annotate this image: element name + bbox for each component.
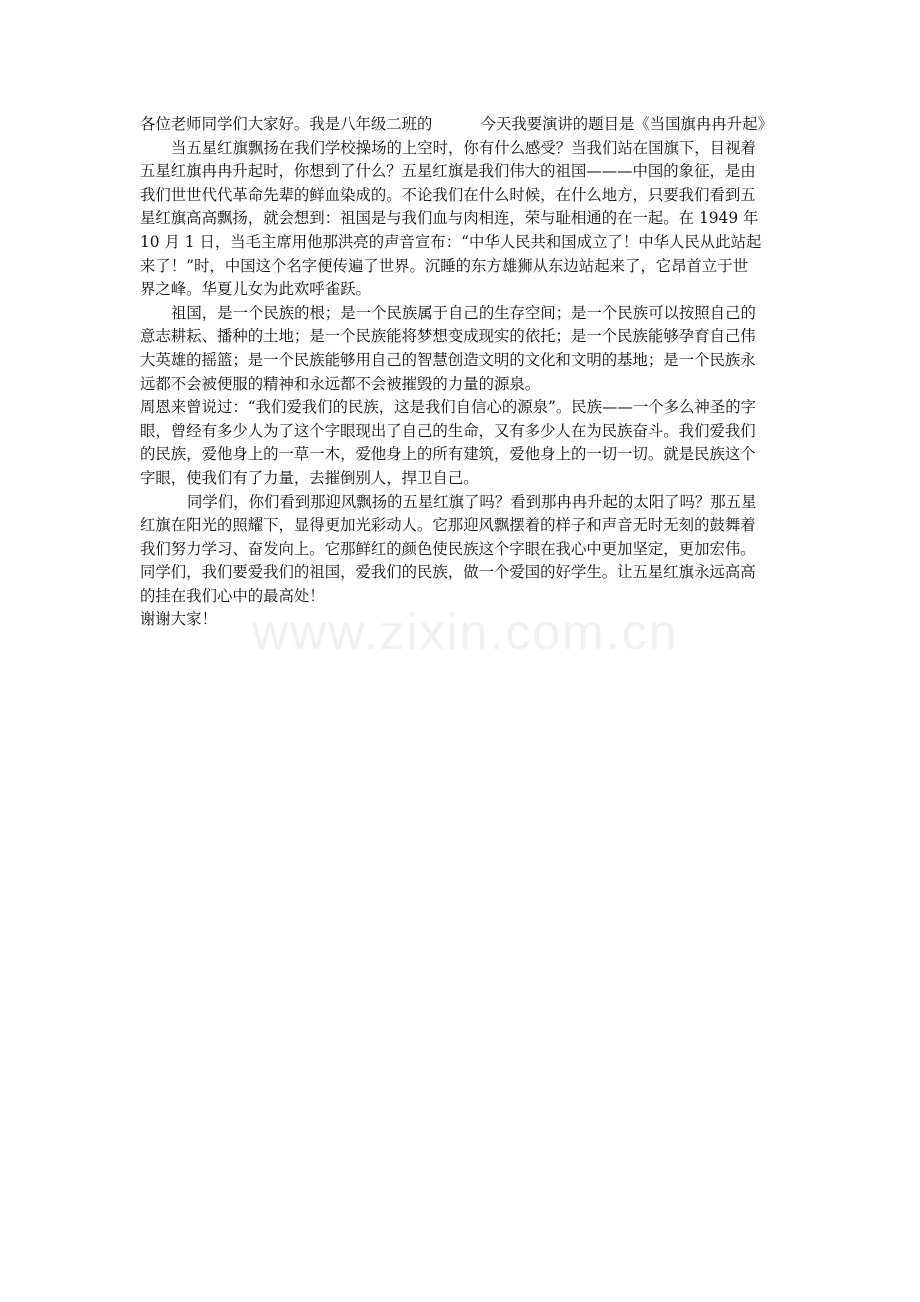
text-line: 我们世世代代革命先辈的鲜血染成的。不论我们在什么时候，在什么地方，只要我们看到五 bbox=[140, 185, 756, 204]
text-line: 界之峰。华夏儿女为此欢呼雀跃。 bbox=[140, 280, 371, 299]
text-line: 周恩来曾说过：“我们爱我们的民族，这是我们自信心的源泉”。民族——一个多么神圣的字 bbox=[140, 398, 756, 417]
text-line: 同学们，你们看到那迎风飘扬的五星红旗了吗？看到那冉冉升起的太阳了吗？那五星 bbox=[187, 492, 757, 511]
text-line: 红旗在阳光的照耀下，显得更加光彩动人。它那迎风飘摆着的样子和声音无时无刻的鼓舞着 bbox=[140, 516, 756, 535]
text-line: 意志耕耘、播种的土地；是一个民族能将梦想变成现实的依托；是一个民族能够孕育自己伟 bbox=[140, 327, 756, 346]
text-line: 我们努力学习、奋发向上。它那鲜红的颜色使民族这个字眼在我心中更加坚定，更加宏伟。 bbox=[140, 539, 756, 558]
text-line: 同学们，我们要爱我们的祖国，爱我们的民族，做一个爱国的好学生。让五星红旗永远高高 bbox=[140, 563, 756, 582]
greeting-text: 各位老师同学们大家好。我是八年级二班的 bbox=[140, 115, 433, 133]
text-line bbox=[140, 113, 788, 137]
text-line: 五星红旗冉冉升起时，你想到了什么？五星红旗是我们伟大的祖国———中国的象征，是由 bbox=[140, 162, 756, 181]
text-line: 的挂在我们心中的最高处！ bbox=[140, 586, 325, 605]
text-line: 远都不会被便服的精神和永远都不会被摧毁的力量的源泉。 bbox=[140, 374, 541, 393]
text-line: 来了！”时，中国这个名字便传遍了世界。沉睡的东方雄狮从东边站起来了，它昂首立于世 bbox=[140, 256, 749, 275]
closing-text: 谢谢大家！ bbox=[140, 610, 217, 629]
text-line: 当五星红旗飘扬在我们学校操场的上空时，你有什么感受？当我们站在国旗下，目视着 bbox=[171, 138, 756, 157]
speech-title-text: 今天我要演讲的题目是《当国旗冉冉升起》 bbox=[480, 115, 773, 133]
text-line: 10 月 1 日，当毛主席用他那洪亮的声音宣布：“中华人民共和国成立了！中华人民从此站起 bbox=[140, 232, 762, 251]
text-line: 眼，曾经有多少人为了这个字眼现出了自己的生命，又有多少人在为民族奋斗。我们爱我们 bbox=[140, 421, 756, 440]
text-line: 的民族，爱他身上的一草一木，爱他身上的所有建筑，爱他身上的一切一切。就是民族这个 bbox=[140, 445, 756, 464]
text-line: 字眼，使我们有了力量，去摧倒别人，捍卫自己。 bbox=[140, 468, 479, 487]
text-line: 星红旗高高飘扬，就会想到：祖国是与我们血与肉相连，荣与耻相通的在一起。在 1949 年 bbox=[140, 209, 759, 228]
speech-text bbox=[140, 113, 788, 632]
watermark: www.zixin.com.cn bbox=[252, 604, 679, 660]
text-line: 祖国，是一个民族的根；是一个民族属于自己的生存空间；是一个民族可以按照自己的 bbox=[171, 303, 756, 322]
text-line: 大英雄的摇篮；是一个民族能够用自己的智慧创造文明的文化和文明的基地；是一个民族永 bbox=[140, 350, 756, 369]
